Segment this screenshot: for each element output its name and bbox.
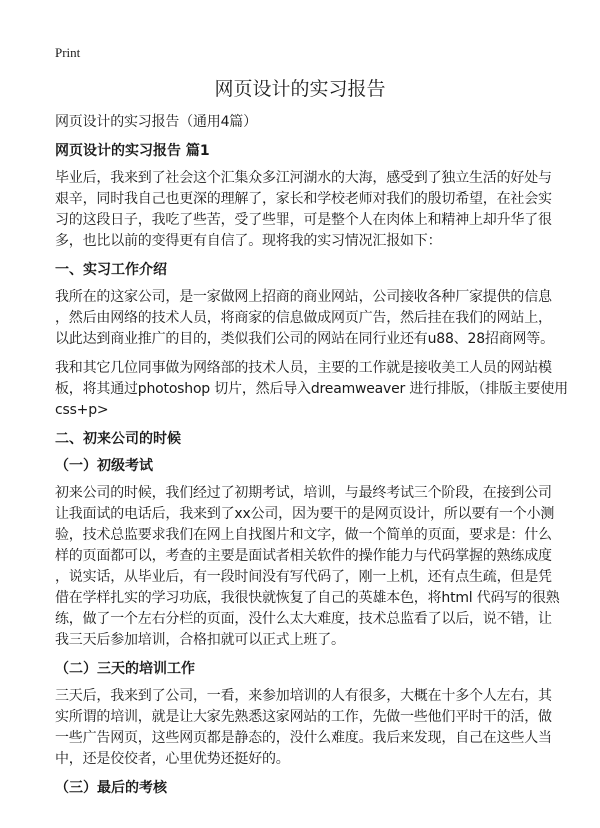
text-line: ，说实话，从毕业后，有一段时间没有写代码了，刚一上机，还有点生疏，但是凭 [55,569,552,585]
subsection2-paragraph [55,686,595,770]
text-line: 练，做了一个左右分栏的页面，没什么太大难度，技术总监看了以后，说不错，让 [55,611,552,627]
text-line: 借在学样扎实的学习功底，我很快就恢复了自己的英雄本色，将html 代码写的很熟 [55,590,560,606]
section-heading-1: 一、实习工作介绍 [55,262,167,278]
text-line: css+p> [55,402,109,418]
text-line: 一些广告网页，这些网页都是静态的，没什么难度。我后来发现，自己在这些人当 [55,730,552,746]
print-link[interactable]: Print [55,45,81,60]
subsection-heading-3: （三）最后的考核 [55,780,167,796]
subsection-heading-1: （一）初级考试 [55,458,153,474]
text-line: 样的页面都可以，考查的主要是面试者相关软件的操作能力与代码掌握的熟练成度 [55,548,552,564]
text-line: 毕业后，我来到了社会这个汇集众多江河湖水的大海，感受到了独立生活的好处与 [55,170,552,186]
section1-paragraph-2 [55,358,595,421]
subtitle: 网页设计的实习报告（通用4篇） [55,114,257,130]
text-line: ，然后由网络的技术人员，将商家的信息做成网页广告，然后挂在我们的网站上， [55,310,552,326]
text-line: 多，也比以前的变得更有自信了。现将我的实习情况汇报如下： [55,233,442,249]
text-line: 三天后，我来到了公司，一看，来参加培训的人有很多，大概在十多个人左右，其 [55,688,552,704]
text-line: 艰辛，同时我自己也更深的理解了，家长和学校老师对我们的殷切希望，在社会实 [55,191,552,207]
text-line: 让我面试的电话后，我来到了xx公司，因为要干的是网页设计，所以要有一个小测 [55,506,555,522]
subsection-heading-2: （二）三天的培训工作 [55,661,195,677]
section-heading-2: 二、初来公司的时候 [55,431,181,447]
text-line: 习的这段日子，我吃了些苦，受了些罪，可是整个人在肉体上和精神上却升华了很 [55,212,552,228]
text-line: 我所在的这家公司，是一家做网上招商的商业网站，公司接收各种厂家提供的信息 [55,289,552,305]
text-line: 实所谓的培训，就是让大家先熟悉这家网站的工作，先做一些他们平时干的活，做 [55,709,552,725]
page-title: 网页设计的实习报告 [214,78,386,100]
intro-paragraph [55,168,595,252]
text-line: 验，技术总监要求我们在网上自找图片和文字，做一个简单的页面，要求是：什么 [55,527,552,543]
article-heading: 网页设计的实习报告 篇1 [55,143,210,159]
text-line: 中，还是佼佼者，心里优势还挺好的。 [55,751,290,767]
text-line: 初来公司的时候，我们经过了初期考试，培训，与最终考试三个阶段，在接到公司 [55,485,552,501]
text-line: 板，将其通过photoshop 切片，然后导入dreamweaver 进行排版，（排版主要使用 [55,381,568,397]
text-line: 我三天后参加培训，合格扣就可以正式上班了。 [55,632,345,648]
section1-paragraph-1 [55,287,595,350]
subsection1-paragraph [55,483,595,651]
text-line: 我和其它几位同事做为网络部的技术人员，主要的工作就是接收美工人员的网站模 [55,360,552,376]
text-line: 以此达到商业推广的目的，类似我们公司的网站在同行业还有u88、28招商网等。 [55,331,554,347]
document [55,44,595,805]
